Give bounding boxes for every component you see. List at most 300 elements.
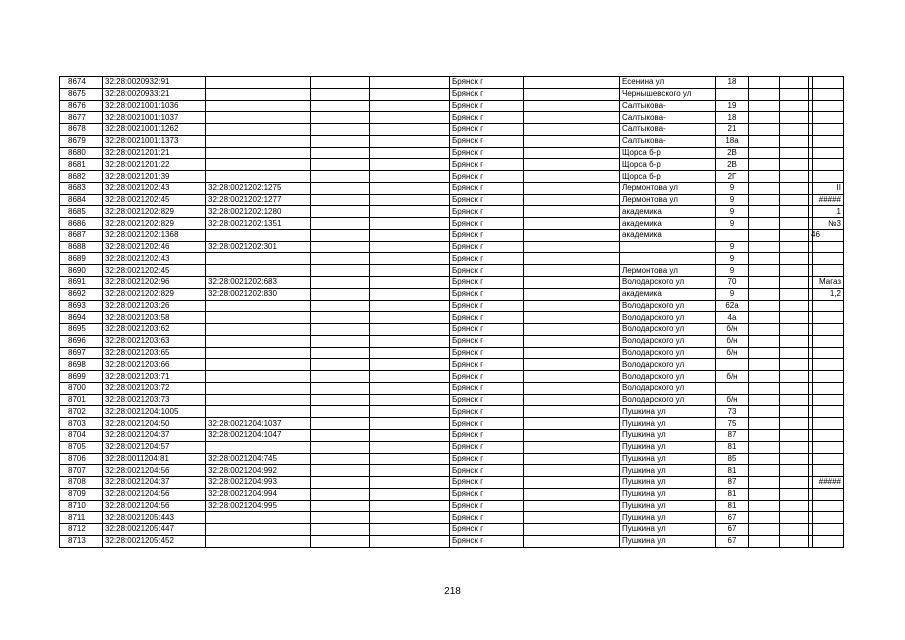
cell-note	[813, 312, 844, 324]
cell-empty-column-4	[311, 265, 370, 277]
cell-empty-column-5	[370, 241, 450, 253]
cell-house-number: 9	[716, 206, 749, 218]
cell-row-number: 8699	[60, 371, 103, 383]
cell-note	[813, 265, 844, 277]
cell-related-cadastral-number	[206, 524, 311, 536]
cell-related-cadastral-number: 32:28:0021204:745	[206, 453, 311, 465]
cell-row-number: 8676	[60, 100, 103, 112]
table-row	[60, 335, 844, 347]
cell-house-number: 9	[716, 241, 749, 253]
cell-related-cadastral-number	[206, 347, 311, 359]
cell-house-number: 2Г	[716, 171, 749, 183]
table-row	[60, 524, 844, 536]
cell-cadastral-number: 32:28:0021205:452	[103, 535, 206, 547]
cell-cadastral-number: 32:28:0021203:26	[103, 300, 206, 312]
cell-related-cadastral-number: 32:28:0021204:1047	[206, 429, 311, 441]
cell-cadastral-number: 32:28:0021203:58	[103, 312, 206, 324]
cell-row-number: 8702	[60, 406, 103, 418]
cell-house-number: 85	[716, 453, 749, 465]
cell-row-number: 8711	[60, 512, 103, 524]
cell-empty-column-5	[370, 218, 450, 230]
cell-empty-column-4	[311, 512, 370, 524]
cell-cadastral-number: 32:28:0021202:1368	[103, 229, 206, 241]
cell-related-cadastral-number	[206, 335, 311, 347]
cell-house-number: 21	[716, 124, 749, 136]
cell-empty-column-5	[370, 441, 450, 453]
cell-empty-column-10	[749, 147, 780, 159]
cell-related-cadastral-number	[206, 147, 311, 159]
cell-empty-column-5	[370, 324, 450, 336]
cell-house-number: б/н	[716, 324, 749, 336]
cell-cadastral-number: 32:28:0021202:45	[103, 194, 206, 206]
cell-street: Пушкина ул	[620, 488, 716, 500]
cell-city: Брянск г	[450, 347, 524, 359]
cell-empty-column-7	[524, 512, 620, 524]
cell-city: Брянск г	[450, 312, 524, 324]
cell-row-number: 8709	[60, 488, 103, 500]
cell-cadastral-number: 32:28:0021202:43	[103, 182, 206, 194]
cell-row-number: 8691	[60, 277, 103, 289]
cell-related-cadastral-number	[206, 88, 311, 100]
cell-note	[813, 171, 844, 183]
cell-empty-column-7	[524, 77, 620, 89]
cell-street: академика	[620, 288, 716, 300]
cell-city: Брянск г	[450, 300, 524, 312]
table-row	[60, 312, 844, 324]
cell-empty-column-7	[524, 277, 620, 289]
cell-related-cadastral-number	[206, 441, 311, 453]
cell-empty-column-10	[749, 159, 780, 171]
cell-related-cadastral-number: 32:28:0021204:992	[206, 465, 311, 477]
cell-empty-column-11	[780, 77, 809, 89]
cell-house-number: 67	[716, 524, 749, 536]
cell-cadastral-number: 32:28:0021205:447	[103, 524, 206, 536]
cell-city: Брянск г	[450, 182, 524, 194]
table-row	[60, 406, 844, 418]
cell-house-number: 73	[716, 406, 749, 418]
cell-empty-column-7	[524, 500, 620, 512]
cell-house-number: 87	[716, 429, 749, 441]
cell-empty-column-4	[311, 171, 370, 183]
cell-empty-column-4	[311, 371, 370, 383]
cell-cadastral-number: 32:28:0021202:829	[103, 206, 206, 218]
cell-empty-column-4	[311, 406, 370, 418]
cell-related-cadastral-number	[206, 300, 311, 312]
cell-house-number: 81	[716, 441, 749, 453]
cell-empty-column-4	[311, 394, 370, 406]
cell-empty-column-11	[780, 418, 809, 430]
cell-related-cadastral-number: 32:28:0021202:1280	[206, 206, 311, 218]
cell-empty-column-5	[370, 371, 450, 383]
cell-row-number: 8710	[60, 500, 103, 512]
cell-empty-column-5	[370, 418, 450, 430]
cell-row-number: 8700	[60, 382, 103, 394]
cell-empty-column-4	[311, 124, 370, 136]
cell-house-number: 75	[716, 418, 749, 430]
cell-house-number: 18	[716, 77, 749, 89]
cell-row-number: 8678	[60, 124, 103, 136]
cell-row-number: 8693	[60, 300, 103, 312]
cell-cadastral-number: 32:28:0021203:71	[103, 371, 206, 383]
cell-cadastral-number: 32:28:0021001:1036	[103, 100, 206, 112]
cell-empty-column-10	[749, 77, 780, 89]
cell-row-number: 8713	[60, 535, 103, 547]
cell-related-cadastral-number: 32:28:0021202:1351	[206, 218, 311, 230]
cell-empty-column-5	[370, 124, 450, 136]
cell-empty-column-4	[311, 441, 370, 453]
cell-street: Пушкина ул	[620, 524, 716, 536]
cell-empty-column-5	[370, 229, 450, 241]
cell-empty-column-10	[749, 124, 780, 136]
cell-street: Салтыкова-	[620, 135, 716, 147]
cell-related-cadastral-number	[206, 124, 311, 136]
cell-related-cadastral-number	[206, 100, 311, 112]
cell-note	[813, 359, 844, 371]
cell-empty-column-4	[311, 112, 370, 124]
cell-empty-column-11	[780, 312, 809, 324]
cell-row-number: 8708	[60, 477, 103, 489]
cell-empty-column-7	[524, 171, 620, 183]
cell-empty-column-11	[780, 159, 809, 171]
cell-empty-column-11	[780, 241, 809, 253]
cell-row-number: 8705	[60, 441, 103, 453]
cell-related-cadastral-number	[206, 359, 311, 371]
cell-empty-column-7	[524, 359, 620, 371]
cell-city: Брянск г	[450, 335, 524, 347]
table-row	[60, 288, 844, 300]
cell-house-number: 9	[716, 182, 749, 194]
cell-row-number: 8696	[60, 335, 103, 347]
table-row	[60, 324, 844, 336]
cell-street: Пушкина ул	[620, 465, 716, 477]
cell-empty-column-10	[749, 335, 780, 347]
cell-empty-column-11	[780, 277, 809, 289]
cell-note: Магаз	[813, 277, 844, 289]
cell-empty-column-10	[749, 500, 780, 512]
cell-empty-column-4	[311, 418, 370, 430]
cell-empty-column-4	[311, 253, 370, 265]
cell-empty-column-10	[749, 394, 780, 406]
cell-related-cadastral-number	[206, 324, 311, 336]
cell-street: Володарского ул	[620, 359, 716, 371]
cell-empty-column-7	[524, 394, 620, 406]
cell-empty-column-4	[311, 218, 370, 230]
cell-house-number	[716, 382, 749, 394]
cell-cadastral-number: 32:28:0021205:443	[103, 512, 206, 524]
cell-street: Пушкина ул	[620, 441, 716, 453]
cell-city: Брянск г	[450, 194, 524, 206]
cell-house-number	[716, 229, 749, 241]
cell-house-number: 81	[716, 500, 749, 512]
cell-related-cadastral-number	[206, 159, 311, 171]
cell-city: Брянск г	[450, 218, 524, 230]
cell-row-number: 8685	[60, 206, 103, 218]
cell-street: Пушкина ул	[620, 500, 716, 512]
cell-row-number: 8674	[60, 77, 103, 89]
cell-empty-column-7	[524, 524, 620, 536]
cell-street: Чернышевского ул	[620, 88, 716, 100]
cell-street: Пушкина ул	[620, 406, 716, 418]
table-row	[60, 218, 844, 230]
table-row	[60, 418, 844, 430]
cell-empty-column-10	[749, 218, 780, 230]
cell-empty-column-7	[524, 429, 620, 441]
cell-cadastral-number: 32:28:0021203:72	[103, 382, 206, 394]
table-row	[60, 453, 844, 465]
cell-street: Щорса б-р	[620, 171, 716, 183]
cell-note	[813, 535, 844, 547]
cell-related-cadastral-number: 32:28:0021204:994	[206, 488, 311, 500]
cell-empty-column-7	[524, 535, 620, 547]
cell-cadastral-number: 32:28:0021203:62	[103, 324, 206, 336]
cell-city: Брянск г	[450, 441, 524, 453]
cell-empty-column-7	[524, 371, 620, 383]
cell-empty-column-11	[780, 359, 809, 371]
cell-note	[813, 253, 844, 265]
cell-street: Володарского ул	[620, 324, 716, 336]
cell-empty-column-4	[311, 277, 370, 289]
cell-empty-column-5	[370, 300, 450, 312]
cell-city: Брянск г	[450, 147, 524, 159]
table-row	[60, 465, 844, 477]
table-row	[60, 100, 844, 112]
cell-row-number: 8687	[60, 229, 103, 241]
cell-empty-column-7	[524, 194, 620, 206]
cell-empty-column-11	[780, 429, 809, 441]
cell-empty-column-10	[749, 182, 780, 194]
cell-note	[813, 429, 844, 441]
cell-empty-column-10	[749, 524, 780, 536]
cell-street: Щорса б-р	[620, 159, 716, 171]
cell-empty-column-11	[780, 535, 809, 547]
cell-empty-column-5	[370, 335, 450, 347]
cell-empty-column-5	[370, 406, 450, 418]
cell-house-number: 2В	[716, 159, 749, 171]
cell-empty-column-10	[749, 100, 780, 112]
cell-empty-column-10	[749, 429, 780, 441]
cell-empty-column-7	[524, 465, 620, 477]
cell-empty-column-11	[780, 394, 809, 406]
cell-empty-column-4	[311, 182, 370, 194]
cell-house-number: 9	[716, 253, 749, 265]
cell-empty-column-11	[780, 453, 809, 465]
cell-note	[813, 335, 844, 347]
cell-row-number: 8690	[60, 265, 103, 277]
cell-empty-column-7	[524, 288, 620, 300]
table-row	[60, 241, 844, 253]
cell-empty-column-4	[311, 312, 370, 324]
cell-related-cadastral-number: 32:28:0021204:995	[206, 500, 311, 512]
cell-empty-column-5	[370, 171, 450, 183]
cell-empty-column-4	[311, 347, 370, 359]
cell-empty-column-5	[370, 429, 450, 441]
cell-empty-column-11	[780, 147, 809, 159]
cell-empty-column-10	[749, 112, 780, 124]
cell-empty-column-10	[749, 465, 780, 477]
cell-empty-column-5	[370, 512, 450, 524]
cell-related-cadastral-number	[206, 229, 311, 241]
table-row	[60, 441, 844, 453]
cell-city: Брянск г	[450, 429, 524, 441]
cell-street: Володарского ул	[620, 382, 716, 394]
cell-empty-column-11	[780, 465, 809, 477]
cell-empty-column-11	[780, 406, 809, 418]
cell-house-number	[716, 359, 749, 371]
register-table	[59, 76, 844, 548]
cell-cadastral-number: 32:28:0021202:96	[103, 277, 206, 289]
table-row	[60, 135, 844, 147]
cell-city: Брянск г	[450, 171, 524, 183]
cell-row-number: 8677	[60, 112, 103, 124]
table-row	[60, 512, 844, 524]
cell-street: Пушкина ул	[620, 512, 716, 524]
cell-empty-column-5	[370, 277, 450, 289]
cell-empty-column-7	[524, 477, 620, 489]
page-number: 218	[444, 586, 461, 597]
cell-street: Лермонтова ул	[620, 182, 716, 194]
cell-empty-column-4	[311, 488, 370, 500]
cell-empty-column-10	[749, 406, 780, 418]
table-row	[60, 147, 844, 159]
cell-related-cadastral-number	[206, 371, 311, 383]
cell-empty-column-4	[311, 147, 370, 159]
cell-house-number: 62а	[716, 300, 749, 312]
cell-empty-column-7	[524, 265, 620, 277]
cell-empty-column-5	[370, 359, 450, 371]
cell-house-number: 67	[716, 535, 749, 547]
cell-empty-column-10	[749, 441, 780, 453]
table-row	[60, 535, 844, 547]
cell-empty-column-4	[311, 324, 370, 336]
cell-empty-column-10	[749, 477, 780, 489]
cell-empty-column-5	[370, 453, 450, 465]
cell-house-number: 19	[716, 100, 749, 112]
cell-empty-column-10	[749, 253, 780, 265]
table-row	[60, 112, 844, 124]
cell-city: Брянск г	[450, 382, 524, 394]
cell-note: 1	[813, 206, 844, 218]
table-row	[60, 182, 844, 194]
cell-house-number	[716, 88, 749, 100]
cell-empty-column-10	[749, 288, 780, 300]
cell-city: Брянск г	[450, 371, 524, 383]
table-row	[60, 88, 844, 100]
table-row	[60, 500, 844, 512]
cell-empty-column-7	[524, 135, 620, 147]
table-row	[60, 359, 844, 371]
cell-empty-column-5	[370, 135, 450, 147]
table-row	[60, 194, 844, 206]
cell-city: Брянск г	[450, 477, 524, 489]
cell-related-cadastral-number	[206, 171, 311, 183]
cell-city: Брянск г	[450, 453, 524, 465]
cell-cadastral-number: 32:28:0021001:1262	[103, 124, 206, 136]
cell-house-number: 81	[716, 465, 749, 477]
cell-cadastral-number: 32:28:0021202:46	[103, 241, 206, 253]
cell-note	[813, 441, 844, 453]
cell-city: Брянск г	[450, 159, 524, 171]
cell-related-cadastral-number	[206, 135, 311, 147]
cell-row-number: 8682	[60, 171, 103, 183]
cell-empty-column-7	[524, 335, 620, 347]
cell-empty-column-10	[749, 324, 780, 336]
cell-row-number: 8686	[60, 218, 103, 230]
cell-note	[813, 347, 844, 359]
cell-cadastral-number: 32:28:0021201:21	[103, 147, 206, 159]
cell-note: #####	[813, 477, 844, 489]
cell-empty-column-7	[524, 312, 620, 324]
cell-empty-column-5	[370, 465, 450, 477]
cell-empty-column-5	[370, 477, 450, 489]
cell-empty-column-10	[749, 418, 780, 430]
cell-cadastral-number: 32:28:0021203:65	[103, 347, 206, 359]
cell-empty-column-11	[780, 288, 809, 300]
cell-house-number: 2В	[716, 147, 749, 159]
cell-row-number: 8679	[60, 135, 103, 147]
cell-city: Брянск г	[450, 124, 524, 136]
cell-empty-column-5	[370, 88, 450, 100]
table-row	[60, 477, 844, 489]
cell-empty-column-10	[749, 371, 780, 383]
cell-cadastral-number: 32:28:0021203:73	[103, 394, 206, 406]
cell-empty-column-5	[370, 312, 450, 324]
table-row	[60, 488, 844, 500]
cell-empty-column-7	[524, 241, 620, 253]
cell-street: Володарского ул	[620, 300, 716, 312]
cell-empty-column-7	[524, 347, 620, 359]
cell-row-number: 8698	[60, 359, 103, 371]
cell-house-number: 67	[716, 512, 749, 524]
cell-row-number: 8694	[60, 312, 103, 324]
cell-city: Брянск г	[450, 288, 524, 300]
cell-row-number: 8712	[60, 524, 103, 536]
cell-related-cadastral-number	[206, 512, 311, 524]
cell-city: Брянск г	[450, 324, 524, 336]
cell-note	[813, 135, 844, 147]
cell-empty-column-4	[311, 465, 370, 477]
cell-cadastral-number: 32:28:0020932:91	[103, 77, 206, 89]
cell-cadastral-number: 32:28:0021001:1037	[103, 112, 206, 124]
cell-empty-column-5	[370, 535, 450, 547]
cell-empty-column-11	[780, 182, 809, 194]
cell-cadastral-number: 32:28:0021203:66	[103, 359, 206, 371]
cell-empty-column-7	[524, 406, 620, 418]
cell-cadastral-number: 32:28:0021203:63	[103, 335, 206, 347]
cell-empty-column-4	[311, 300, 370, 312]
cell-empty-column-7	[524, 147, 620, 159]
cell-row-number: 8697	[60, 347, 103, 359]
cell-empty-column-7	[524, 418, 620, 430]
cell-related-cadastral-number: 32:28:0021202:1277	[206, 194, 311, 206]
cell-city: Брянск г	[450, 465, 524, 477]
cell-city: Брянск г	[450, 265, 524, 277]
cell-note	[813, 100, 844, 112]
cell-empty-column-11	[780, 171, 809, 183]
cell-empty-column-7	[524, 206, 620, 218]
cell-empty-column-10	[749, 171, 780, 183]
cell-empty-column-7	[524, 453, 620, 465]
cell-empty-column-4	[311, 206, 370, 218]
cell-row-number: 8688	[60, 241, 103, 253]
cell-cadastral-number: 32:28:0021202:43	[103, 253, 206, 265]
cell-empty-column-11	[780, 335, 809, 347]
cell-empty-column-10	[749, 300, 780, 312]
cell-note	[813, 406, 844, 418]
cell-row-number: 8683	[60, 182, 103, 194]
cell-note	[813, 453, 844, 465]
cell-city: Брянск г	[450, 406, 524, 418]
cell-empty-column-7	[524, 218, 620, 230]
